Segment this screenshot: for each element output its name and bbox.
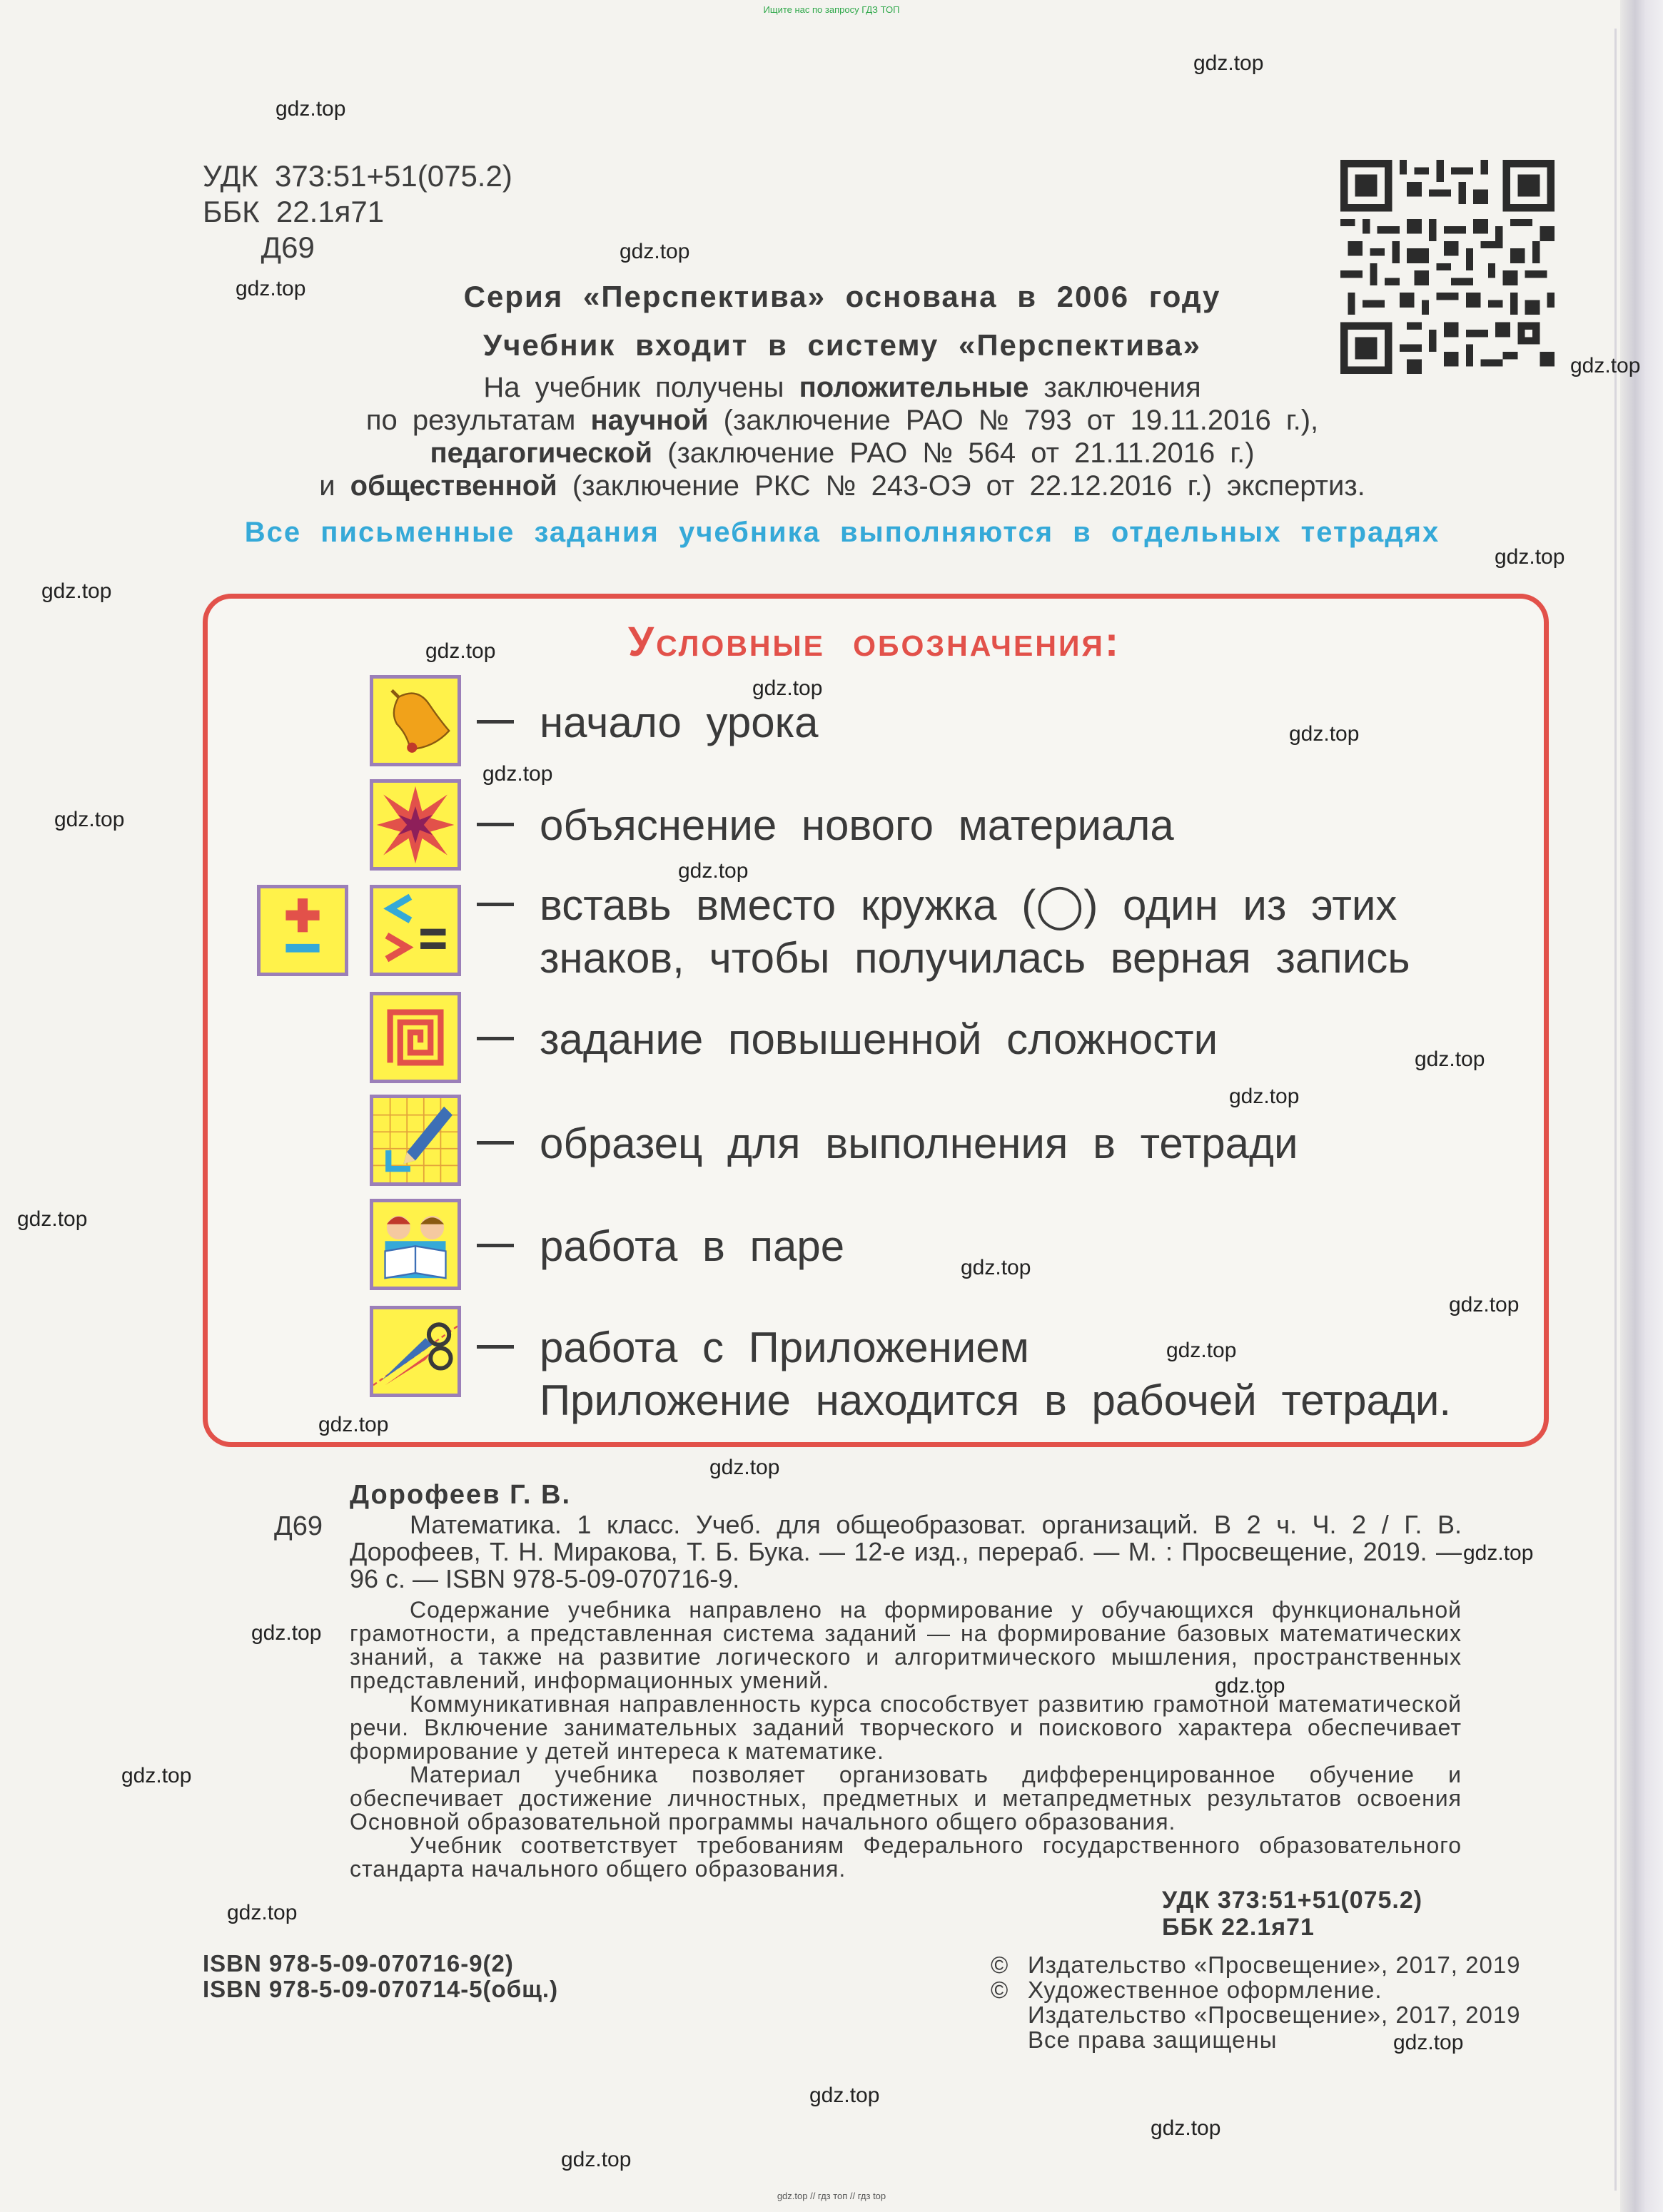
expert-conclusions: На учебник получены положительные заключения по результатам научной (заключение РАО № 793 от 19.11.2016 г.), педагогической (заключение РАО № 564 от 21.11.2016 г.) и общественной (заключение РКС № 243-ОЭ от 22.12.2016 г.) экспертиз. [319,372,1365,502]
watermark: gdz.top [1449,1293,1520,1316]
watermark: gdz.top [236,277,306,300]
watermark: gdz.top [1495,545,1565,569]
watermark: gdz.top [709,1456,780,1479]
catalog-top-line: Д69 [203,230,315,264]
dash [477,1244,514,1247]
copyright-symbol: © [991,1977,1009,2003]
watermark: gdz.top [1215,1674,1285,1698]
system-line: Учебник входит в систему «Перспектива» [482,328,1202,362]
watermark: gdz.top [1570,354,1641,377]
dash [477,823,514,826]
dash [477,1141,514,1145]
watermark: gdz.top [809,2084,880,2107]
abstract-paragraph: Учебник соответствует требованиям Федерального государственного образовательного стандарта начального общего образования. [350,1832,1462,1882]
author-name: Дорофеев Г. В. [350,1480,572,1510]
isbn-block [203,1951,558,2002]
watermark: gdz.top [251,1621,322,1645]
watermark: gdz.top [1393,2031,1464,2054]
watermark: gdz.top [318,1413,389,1436]
series-line: Серия «Перспектива» основана в 2006 году [463,280,1221,313]
watermark: gdz.top [1166,1339,1237,1362]
watermark: gdz.top [620,240,690,263]
watermark: gdz.top [1289,722,1360,746]
watermark: gdz.top [1193,51,1264,75]
watermark: gdz.top [54,808,125,831]
dash [477,903,514,906]
legend-item-3-line2: знаков, чтобы получилась верная запись [540,934,1410,982]
watermark: gdz.top [482,762,553,786]
plus-minus-icon [257,885,348,976]
watermark: gdz.top [1229,1085,1300,1108]
udk-top-block [203,158,512,265]
dash [477,1345,514,1349]
copyright-symbol: © [991,1952,1009,1978]
udk-bottom-block: УДК 373:51+51(075.2) ББК 22.1я71 [1162,1887,1423,1941]
legend-item-2: объяснение нового материала [477,801,1174,850]
abstract-paragraph: Содержание учебника направлено на формирование у обучающихся функциональной грамотности, а представленная система заданий — на формирование базовых математических знаний, а также на развитие логического и алгоритмического мышления, пространственных представлений, информационных умений. [350,1597,1462,1693]
star-burst-icon [370,779,461,871]
abstract-paragraph: Коммуникативная направленность курса способствует развитию грамотной математической речи. Включение занимательных заданий творческого и поискового характера обеспечивает формирование у детей интереса к математике. [350,1691,1462,1764]
watermark: gdz.top [276,97,346,121]
legend-item-3: вставь вместо кружка (◯) один из этих [477,881,1397,930]
book-abstract [350,1598,1462,1881]
watermark: gdz.top [41,579,112,603]
watermark: gdz.top [17,1207,88,1231]
pencil-grid-icon [370,1095,461,1186]
watermark: gdz.top [961,1256,1031,1279]
watermark: gdz.top [1463,1541,1534,1565]
footer-note: gdz.top // гдз топ // гдз top [777,2191,886,2201]
watermark: gdz.top [561,2148,632,2171]
copyright-block: © Издательство «Просвещение», 2017, 2019 © Художественное оформление. Издательство «Просвещение», 2017, 2019 Все права защищены [991,1952,1521,2053]
scissors-icon [370,1306,461,1397]
catalog-code: Д69 [274,1511,323,1541]
bibliographic-record: Математика. 1 класс. Учеб. для общеобразоват. организаций. В 2 ч. Ч. 2 / Г. В. Дорофеев, Т. Н. Миракова, Т. Б. Бука. — 12-е изд., перераб. — М. : Просвещение, 2019. — 96 с. — ISBN 978-5-09-070716-9. [350,1510,1462,1593]
dash [477,720,514,724]
spiral-icon [370,992,461,1083]
dash [477,1037,514,1040]
bbk-top-line: ББК 22.1я71 [203,195,385,228]
written-tasks-note: Все письменные задания учебника выполняются в отдельных тетрадях [244,517,1440,548]
watermark: gdz.top [425,639,496,663]
legend-title: Условные обозначения: [628,619,1121,665]
compare-signs-icon [370,885,461,976]
isbn-line: ISBN 978-5-09-070714-5(общ.) [203,1976,559,2002]
legend-item-7-line2: Приложение находится в рабочей тетради. [540,1376,1452,1424]
legend-item-7: работа с Приложением [477,1323,1029,1372]
isbn-line: ISBN 978-5-09-070716-9(2) [203,1950,514,1977]
watermark: gdz.top [678,859,749,883]
header-note: Ищите нас по запросу ГДЗ ТОП [763,4,900,15]
watermark: gdz.top [227,1901,298,1924]
udk-top-line: УДК 373:51+51(075.2) [203,159,512,193]
page-fold-line [1614,29,1617,2191]
children-reading-icon [370,1199,461,1290]
legend-item-6: работа в паре [477,1222,844,1271]
watermark: gdz.top [752,676,823,700]
abstract-paragraph: Материал учебника позволяет организовать дифференцированное обучение и обеспечивает достижение личностных, предметных и метапредметных результатов освоения Основной образовательной программы начального общего образования. [350,1762,1462,1835]
watermark: gdz.top [1151,2116,1221,2140]
watermark: gdz.top [1415,1047,1485,1071]
legend-item-1: начало урока [477,698,819,747]
legend-item-4: задание повышенной сложности [477,1015,1218,1064]
page-spine-shadow [1620,0,1663,2212]
legend-item-5: образец для выполнения в тетради [477,1119,1298,1168]
watermark: gdz.top [121,1764,192,1787]
bell-icon [370,675,461,766]
